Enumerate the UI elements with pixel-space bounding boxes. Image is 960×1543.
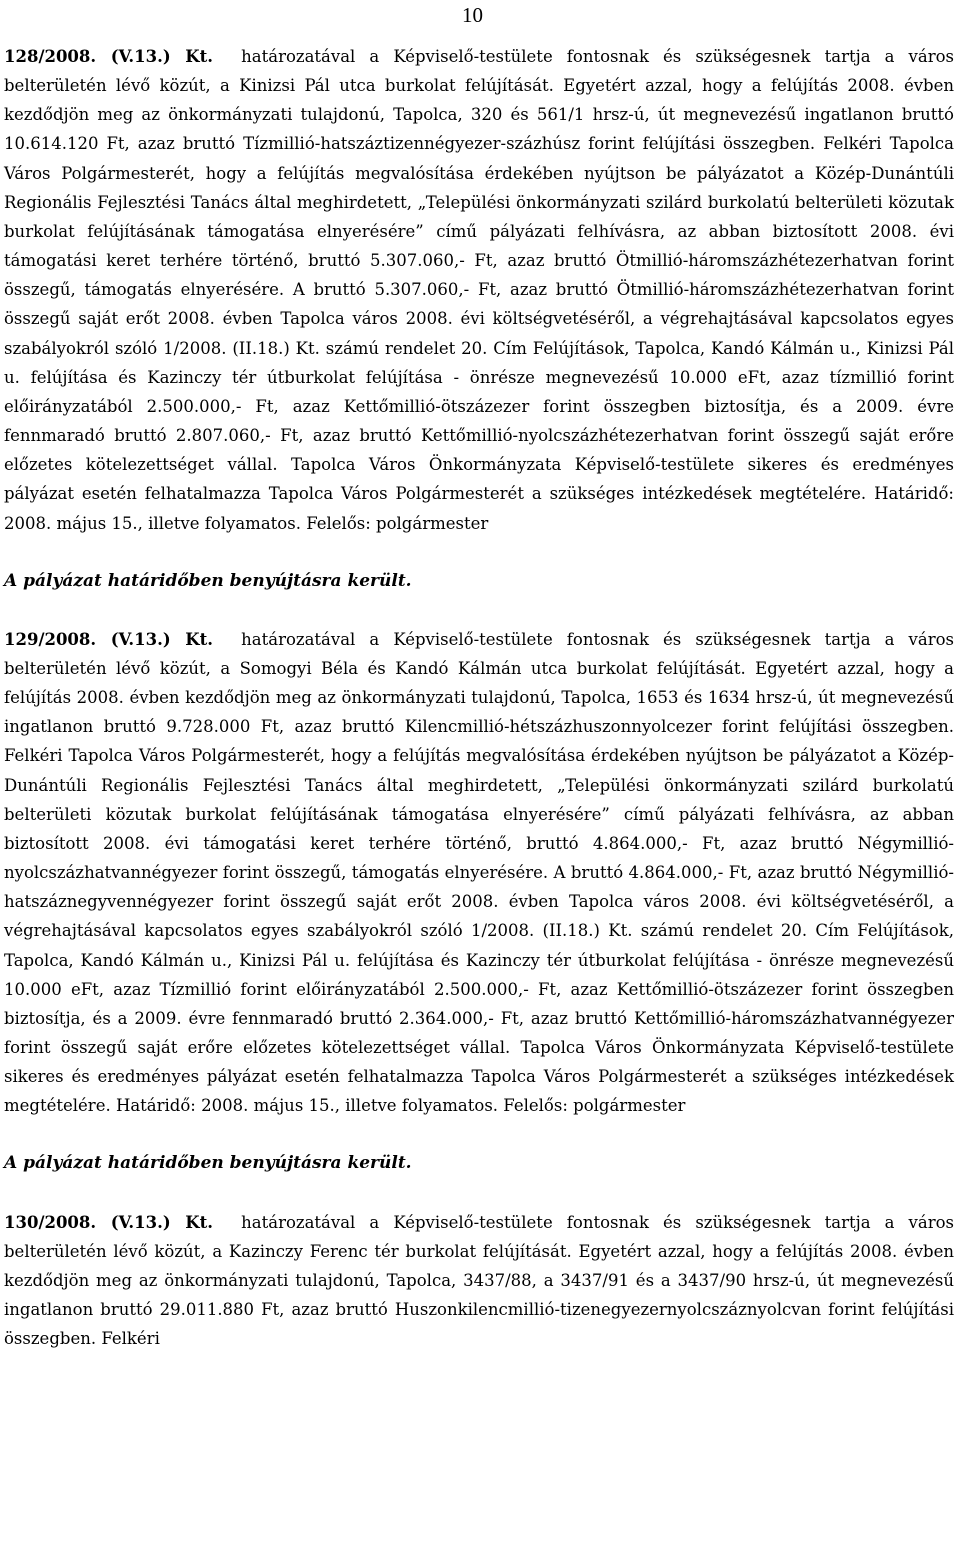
resolution-129-ref: 129/2008. (V.13.) Kt. (4, 629, 213, 649)
resolution-128-status: A pályázat határidőben benyújtásra került. (4, 570, 412, 591)
resolution-130-ref: 130/2008. (V.13.) Kt. (4, 1212, 213, 1232)
spacer (4, 1120, 954, 1149)
resolution-128-paragraph (4, 42, 954, 538)
resolution-130-text: határozatával a Képviselő-testülete fontosnak és szükségesnek tartja a város belterületén lévő közút, a Kazinczy Ferenc tér burkolat felújítását. Egyetért azzal, hogy a felújítás 2008. évben kezdődjön meg az önkormányzati tulajdonú, Tapolca, 3437/88, a 3437/91 és a 3437/90 hrsz-ú, út megnevezésű ingatlanon bruttó 29.011.880 Ft, azaz bruttó Huszonkilencmillió-tizenegyezernyolcszáznyolcvan forint felújítási összegben. Felkéri (4, 1212, 954, 1349)
resolution-128-text: határozatával a Képviselő-testülete fontosnak és szükségesnek tartja a város belterületén lévő közút, a Kinizsi Pál utca burkolat felújítását. Egyetért azzal, hogy a felújítás 2008. évben kezdődjön meg az önkormányzati tulajdonú, Tapolca, 320 és 561/1 hrsz-ú, út megnevezésű ingatlanon bruttó 10.614.120 Ft, azaz bruttó Tízmillió-hatszáztizennégyezer-százhúsz forint felújítási összegben. Felkéri Tapolca Város Polgármesterét, hogy a felújítás megvalósítása érdekében nyújtson be pályázatot a Közép-Dunántúli Regionális Fejlesztési Tanács által meghirdetett, „Települési önkormányzati szilárd burkolatú belterületi közutak burkolat felújításának támogatása elnyerésére” című pályázati felhívásra, az abban biztosított 2008. évi támogatási keret terhére történő, bruttó 5.307.060,- Ft, azaz bruttó Ötmillió-háromszázhétezerhatvan forint összegű, támogatás elnyerésére. A bruttó 5.307.060,- Ft, azaz bruttó Ötmillió-háromszázhétezerhatvan forint összegű saját erőt 2008. évben Tapolca város 2008. évi költségvetéséről, a végrehajtásával kapcsolatos egyes szabályokról szóló 1/2008. (II.18.) Kt. számú rendelet 20. Cím Felújítások, Tapolca, Kandó Kálmán u., Kinizsi Pál u. felújítása és Kazinczy tér útburkolat felújítása - önrésze megnevezésű 10.000 eFt, azaz tízmillió forint előirányzatából 2.500.000,- Ft, azaz Kettőmillió-ötszázezer forint összegben biztosítja, és a 2009. évre fennmaradó bruttó 2.807.060,- Ft, azaz bruttó Kettőmillió-nyolcszázhétezerhatvan forint összegű saját erőre előzetes kötelezettséget vállal. Tapolca Város Önkormányzata Képviselő-testülete sikeres és eredményes pályázat esetén felhatalmazza Tapolca Város Polgármesterét a szükséges intézkedések megtételére. Határidő: 2008. május 15., illetve folyamatos. Felelős: polgármester (4, 47, 954, 533)
page-number: 10 (462, 3, 483, 27)
resolution-128-ref: 128/2008. (V.13.) Kt. (4, 47, 213, 66)
resolution-130-paragraph (4, 1208, 954, 1354)
resolution-129-paragraph (4, 625, 954, 1121)
resolution-129-text: határozatával a Képviselő-testülete fontosnak és szükségesnek tartja a város belterületén lévő közút, a Somogyi Béla és Kandó Kálmán utca burkolat felújítását. Egyetért azzal, hogy a felújítás 2008. évben kezdődjön meg az önkormányzati tulajdonú, Tapolca, 1653 és 1634 hrsz-ú, út megnevezésű ingatlanon bruttó 9.728.000 Ft, azaz bruttó Kilencmillió-hétszázhuszonnyolcezer forint felújítási összegben. Felkéri Tapolca Város Polgármesterét, hogy a felújítás megvalósítása érdekében nyújtson be pályázatot a Közép-Dunántúli Regionális Fejlesztési Tanács által meghirdetett, „Települési önkormányzati szilárd burkolatú belterületi közutak burkolat felújításának támogatása elnyerésére” című pályázati felhívásra, az abban biztosított 2008. évi támogatási keret terhére történő, bruttó 4.864.000,- Ft, azaz bruttó Négymillió-nyolcszázhatvannégyezer forint összegű, támogatás elnyerésére. A bruttó 4.864.000,- Ft, azaz bruttó Négymillió-hatszáznegyvennégyezer forint összegű saját erőt 2008. évben Tapolca város 2008. évi költségvetéséről, a végrehajtásával kapcsolatos egyes szabályokról szóló 1/2008. (II.18.) Kt. számú rendelet 20. Cím Felújítások, Tapolca, Kandó Kálmán u., Kinizsi Pál u. felújítása és Kazinczy tér útburkolat felújítása - önrésze megnevezésű 10.000 eFt, azaz Tízmillió forint előirányzatából 2.500.000,- Ft, azaz Kettőmillió-ötszázezer forint összegben biztosítja, és a 2009. évre fennmaradó bruttó 2.364.000,- Ft, azaz bruttó Kettőmillió-háromszázhatvannégyezer forint összegű saját erőre előzetes kötelezettséget vállal. Tapolca Város Önkormányzata Képviselő-testülete sikeres és eredményes pályázat esetén felhatalmazza Tapolca Város Polgármesterét a szükséges intézkedések megtételére. Határidő: 2008. május 15., illetve folyamatos. Felelős: polgármester (4, 629, 954, 1116)
spacer (4, 538, 954, 567)
spacer (4, 1179, 954, 1208)
resolution-129-status: A pályázat határidőben benyújtásra került. (4, 1153, 412, 1174)
spacer (4, 596, 954, 625)
document-body (4, 42, 954, 1353)
